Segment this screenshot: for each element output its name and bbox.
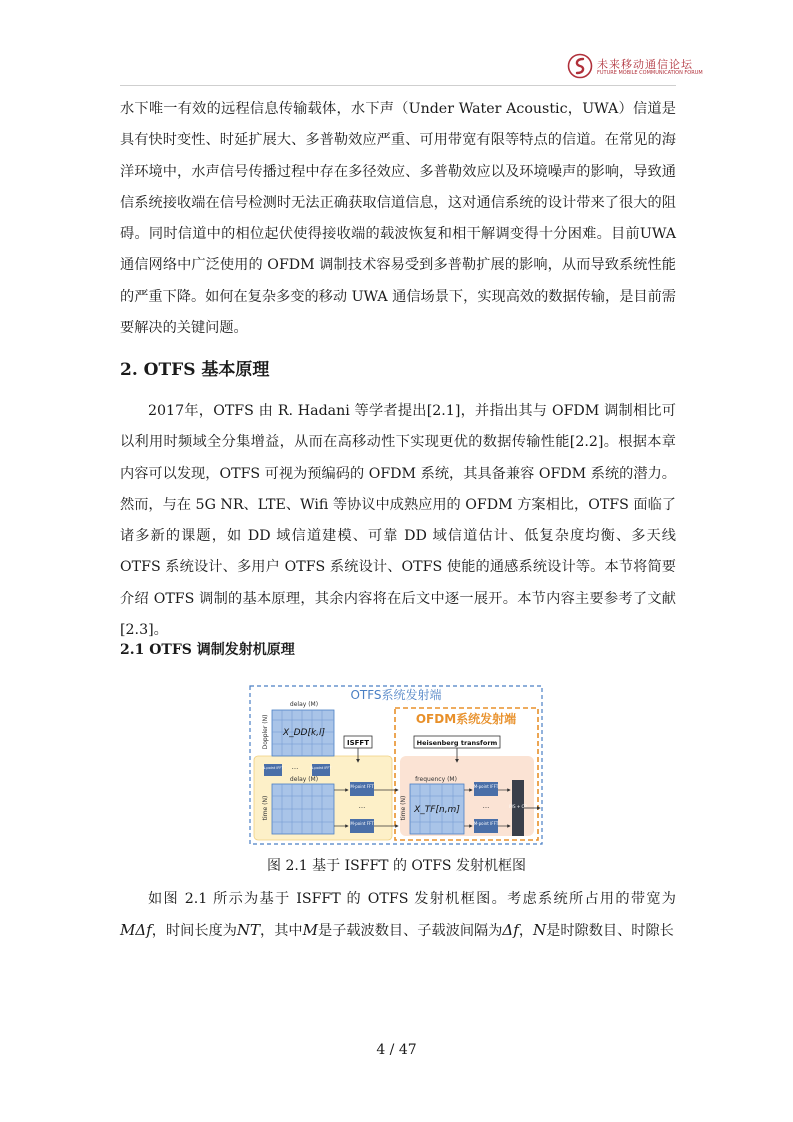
p3-text-d: 是子载波数目、子载波间隔为 (317, 923, 503, 940)
isfft-label: ISFFT (347, 739, 369, 747)
figure-caption: 图 2.1 基于 ISFFT 的 OTFS 发射机框图 (267, 858, 526, 874)
p3-text-e: ， (518, 923, 534, 940)
svg-text:···: ··· (291, 765, 299, 773)
svg-text:N-point IFFT: N-point IFFT (262, 766, 284, 770)
svg-text:M-point FFT: M-point FFT (350, 821, 374, 826)
tf-time-label: time (N) (400, 795, 407, 821)
figure-otfs-transmitter (248, 684, 544, 846)
math-m: M (302, 921, 318, 940)
svg-text:M-point FFT: M-point FFT (350, 784, 374, 789)
otfs-block-diagram (248, 684, 544, 846)
p3-text-b: ，时间长度为 (151, 923, 237, 940)
math-n: N (533, 921, 547, 940)
p3-text-f: 是时隙数目、时隙长 (546, 923, 674, 940)
math-delta-f: Δf (502, 921, 519, 940)
dd-doppler-label: Doppler (N) (262, 714, 269, 750)
math-bandwidth: MΔf (120, 921, 152, 940)
header-divider (120, 85, 676, 86)
otfs-outer-title: OTFS系统发射端 (350, 688, 442, 702)
logo-english-name: FUTURE MOBILE COMMUNICATION FORUM (597, 70, 703, 76)
svg-text:···: ··· (482, 804, 490, 812)
math-duration: NT (236, 921, 261, 940)
svg-text:N-point IFFT: N-point IFFT (310, 766, 332, 770)
svg-text:M-point IFFT: M-point IFFT (473, 821, 499, 826)
page-number: 4 / 47 (376, 1042, 417, 1058)
heisenberg-label: Heisenberg transform (416, 739, 498, 747)
td-delay-label: delay (M) (289, 776, 319, 783)
ofdm-inner-title: OFDM系统发射端 (415, 712, 517, 726)
section-title: 2. OTFS 基本原理 (120, 360, 270, 380)
logo-chinese-name: 未来移动通信论坛 (597, 58, 693, 71)
p3-text-c: ，其中 (260, 923, 303, 940)
x-tf-label: X_TF[n,m] (414, 805, 460, 815)
forum-logo (567, 53, 707, 81)
p3-text-a: 如图 2.1 所示为基于 ISFFT 的 OTFS 发射机框图。考虑系统所占用的带宽为 (148, 891, 676, 907)
forum-logo-mark-icon (567, 53, 593, 79)
svg-text:P/S + CP: P/S + CP (509, 804, 527, 809)
body-paragraph-3 (120, 884, 676, 948)
subsection-title: 2.1 OTFS 调制发射机原理 (120, 642, 295, 658)
tf-frequency-label: frequency (M) (415, 776, 457, 783)
dd-delay-label: delay (M) (289, 701, 319, 708)
x-dd-label: X_DD[k,l] (282, 728, 326, 738)
svg-text:M-point IFFT: M-point IFFT (473, 784, 499, 789)
body-paragraph-1: 水下唯一有效的远程信息传输载体，水下声（Under Water Acoustic，UWA）信道是具有快时变性、时延扩展大、多普勒效应严重、可用带宽有限等特点的信道。在常见的海洋环境中，水声信号传播过程中存在多径效应、多普勒效应以及环境噪声的影响，导致通信系统接收端在信号检测时无法正确获取信道信息，这对通信系统的设计带来了很大的阻碍。同时信道中的相位起伏使得接收端的载波恢复和相干解调变得十分困难。目前UWA通信网络中广泛使用的 OFDM 调制技术容易受到多普勒扩展的影响，从而导致系统性能的严重下降。如何在复杂多变的移动 UWA 通信场景下，实现高效的数据传输，是目前需要解决的关键问题。 (120, 101, 676, 337)
svg-text:···: ··· (358, 804, 366, 812)
body-paragraph-2: 2017年，OTFS 由 R. Hadani 等学者提出[2.1]，并指出其与 OFDM 调制相比可以利用时频域全分集增益，从而在高移动性下实现更优的数据传输性能[2.2]。根据本章内容可以发现，OTFS 可视为预编码的 OFDM 系统，其具备兼容 OFDM 系统的潜力。然而，与在 5G NR、LTE、Wifi 等协议中成熟应用的 OFDM 方案相比，OTFS 面临了诸多新的课题，如 DD 域信道建模、可靠 DD 域信道估计、低复杂度均衡、多天线 OTFS 系统设计、多用户 OTFS 系统设计、OTFS 使能的通感系统设计等。本节将简要介绍 OTFS 调制的基本原理，其余内容将在后文中逐一展开。本节内容主要参考了文献[2.3]。 (120, 403, 676, 639)
td-time-label: time (N) (262, 795, 269, 821)
